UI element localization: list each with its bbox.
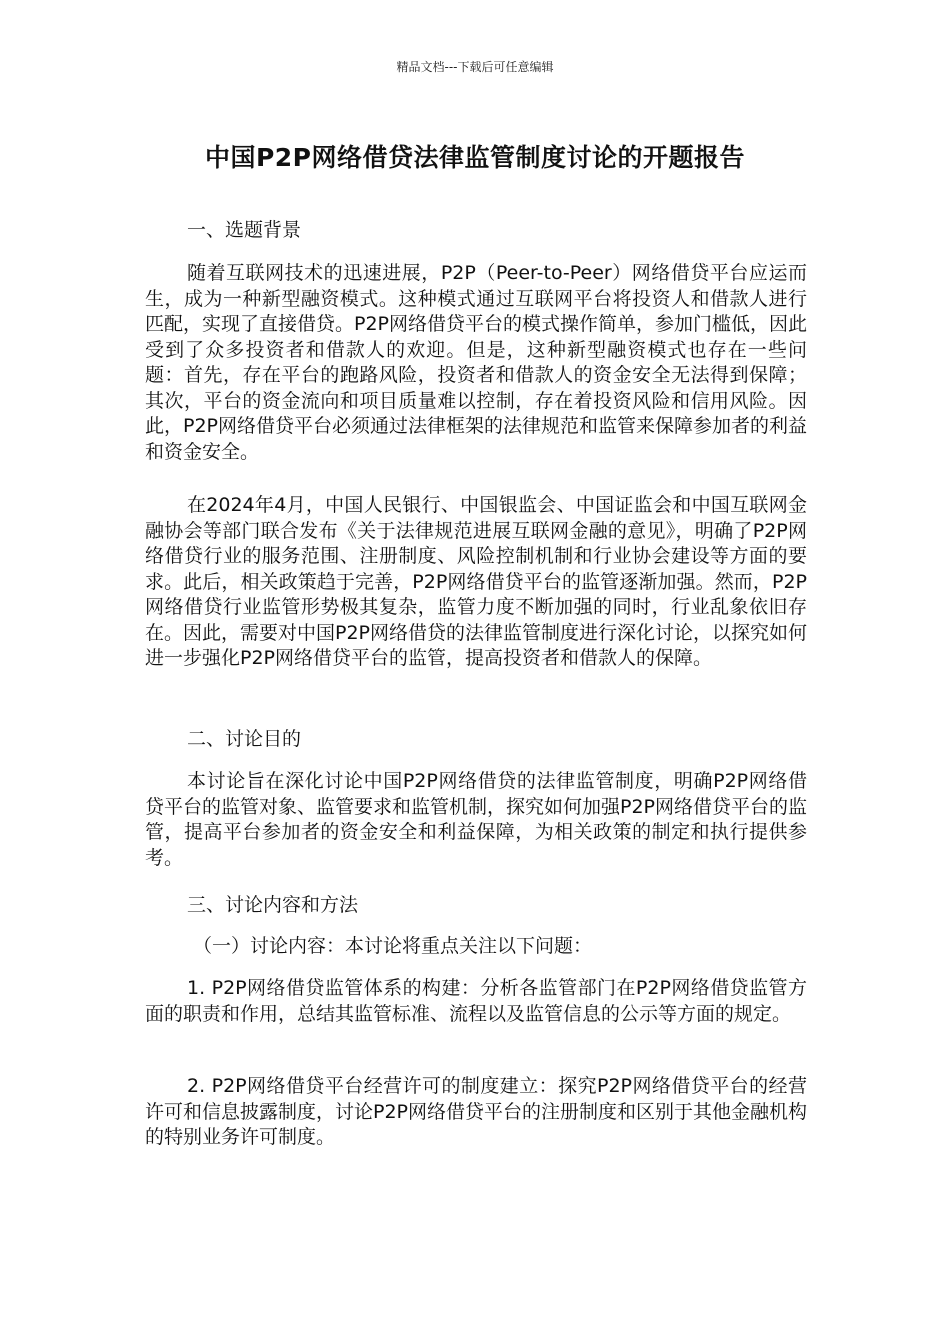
paragraph: 在2024年4月，中国人民银行、中国银监会、中国证监会和中国互联网金融协会等部门联合发布《关于法律规范进展互联网金融的意见》，明确了P2P网络借贷行业的服务范围、注册制度、风险控制机制和行业协会建设等方面的要求。此后，相关政策趋于完善，P2P网络借贷平台的监管逐渐加强。然而，P2P网络借贷行业监管形势极其复杂，监管力度不断加强的同时，行业乱象依旧存在。因此，需要对中国P2P网络借贷的法律监管制度进行深化讨论，以探究如何进一步强化P2P网络借贷平台的监管，提高投资者和借款人的保障。 xyxy=(145,494,808,669)
subsection-content: （一）讨论内容：本讨论将重点关注以下问题： xyxy=(193,935,593,957)
paragraph: 1. P2P网络借贷监管体系的构建：分析各监管部门在P2P网络借贷监管方面的职责和作用，总结其监管标准、流程以及监管信息的公示等方面的规定。 xyxy=(145,977,807,1025)
section-background-paragraph-1 xyxy=(145,261,807,465)
section-purpose-paragraph xyxy=(145,769,807,871)
paragraph: 本讨论旨在深化讨论中国P2P网络借贷的法律监管制度，明确P2P网络借贷平台的监管对象、监管要求和监管机制，探究如何加强P2P网络借贷平台的监管，提高平台参加者的资金安全和利益保障，为相关政策的制定和执行提供参考。 xyxy=(145,770,808,869)
document-title: 中国P2P网络借贷法律监管制度讨论的开题报告 xyxy=(204,143,746,172)
section-heading-background: 一、选题背景 xyxy=(187,219,302,241)
paragraph: 随着互联网技术的迅速进展，P2P（Peer-to-Peer）网络借贷平台应运而生，成为一种新型融资模式。这种模式通过互联网平台将投资人和借款人进行匹配，实现了直接借贷。P2P网络借贷平台的模式操作简单，参加门槛低，因此受到了众多投资者和借款人的欢迎。但是，这种新型融资模式也存在一些问题：首先，存在平台的跑路风险，投资者和借款人的资金安全无法得到保障；其次，平台的资金流向和项目质量难以控制，存在着投资风险和信用风险。因此，P2P网络借贷平台必须通过法律框架的法律规范和监管来保障参加者的利益和资金安全。 xyxy=(145,262,808,463)
section-heading-content-method: 三、讨论内容和方法 xyxy=(187,894,359,916)
content-item-1 xyxy=(145,976,807,1027)
header-note: 精品文档---下载后可任意编辑 xyxy=(396,60,554,74)
content-item-2 xyxy=(145,1074,807,1151)
paragraph: 2. P2P网络借贷平台经营许可的制度建立：探究P2P网络借贷平台的经营许可和信息披露制度，讨论P2P网络借贷平台的注册制度和区别于其他金融机构的特别业务许可制度。 xyxy=(145,1075,808,1148)
section-heading-purpose: 二、讨论目的 xyxy=(187,728,302,750)
section-background-paragraph-2 xyxy=(145,493,807,672)
